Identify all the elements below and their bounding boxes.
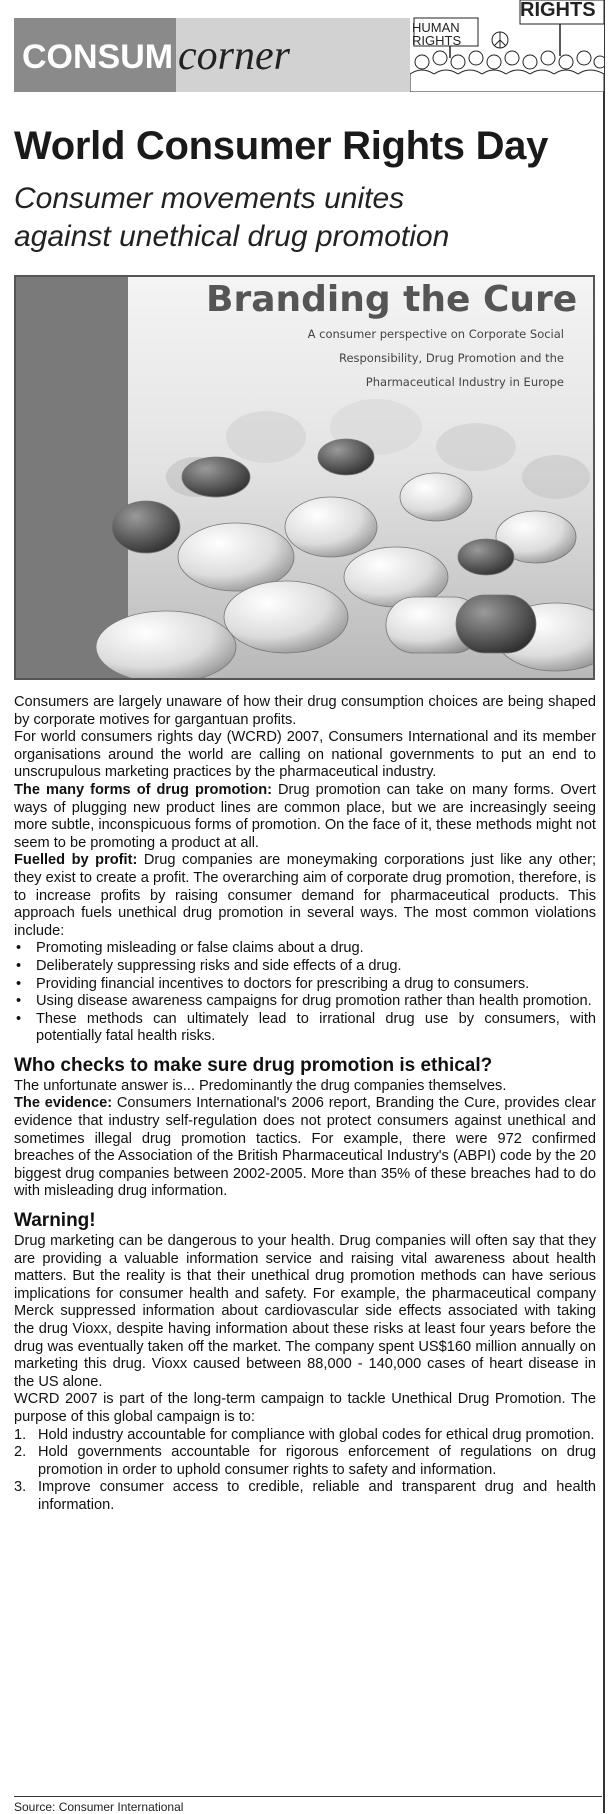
section-name-corner: corner [178, 33, 290, 79]
list-number: 1. [14, 1426, 27, 1443]
section-banner [14, 18, 604, 92]
list-text: Hold industry accountable for compliance with global codes for ethical drug promotion. [38, 1426, 595, 1443]
paragraph-evidence-label: The evidence: [14, 1095, 113, 1112]
sign-rights: RIGHTS [520, 0, 596, 21]
paragraph-forms [14, 782, 596, 852]
paragraph-campaign: WCRD 2007 is part of the long-term campaign to tackle Unethical Drug Promotion. The purpose of this global campaign is to: [14, 1391, 596, 1425]
violations-list [14, 940, 596, 1046]
sign-human-rights-line2: RIGHTS [412, 33, 462, 48]
paragraph-profit-text: Drug companies are moneymaking corporations just like any other; they exist to create a profit. The overarching aim of corporate drug promotion, therefore, is to increase profits by raising consumer demand for pharmaceutical products. This approach fuels unethical drug promotion in several ways. The most common violations include: [14, 852, 596, 939]
report-cover-subtitle-line2: Responsibility, Drug Promotion and the [338, 351, 564, 365]
paragraph-intro: Consumers are largely unaware of how their drug consumption choices are being shaped by corporate motives for gargantuan profits. [14, 694, 596, 728]
article-body [14, 694, 596, 1515]
paragraph-answer: The unfortunate answer is... Predominantly the drug companies themselves. [14, 1077, 507, 1094]
article-subtitle [14, 180, 594, 256]
article-subtitle-line1: Consumer movements unites [14, 182, 405, 215]
paragraph-warning: Drug marketing can be dangerous to your health. Drug companies will often say that they are providing a valuable information service and raising vital awareness about health matters. But the reality is that their unethical drug promotion methods can have serious implications for consumer health and safety. For example, the pharmaceutical company Merck suppressed information about cardiovascular side effects associated with taking the drug Vioxx, despite having information about these risks at least four years before the drug was eventually taken off the market. The company spent US$160 million annually on marketing this drug. Vioxx caused between 88,000 - 140,000 cases of heart disease in the US alone. [14, 1233, 596, 1390]
sign-human-rights-line1: HUMAN [412, 20, 460, 35]
section-name-consum: CONSUM [22, 38, 174, 76]
heading-who-checks: Who checks to make sure drug promotion is ethical? [14, 1054, 493, 1076]
list-item [14, 1479, 596, 1514]
paragraph-forms-label: The many forms of drug promotion: [14, 781, 272, 798]
list-item: • These methods can ultimately lead to irrational drug use by consumers, with potentially fatal health risks. [14, 1011, 596, 1046]
report-cover-subtitle-line3: Pharmaceutical Industry in Europe [365, 375, 564, 389]
report-cover-subtitle-line1: A consumer perspective on Corporate Social [307, 327, 564, 341]
list-item: • Providing financial incentives to doctors for prescribing a drug to consumers. [14, 976, 596, 994]
list-item [14, 1427, 596, 1445]
paragraph-evidence-text: Consumers International's 2006 report, Branding the Cure, provides clear evidence that industry self-regulation does not protect consumers against unethical and sometimes illegal drug promotion tactics. For example, there were 972 confirmed breaches of the Association of the British Pharmaceutical Industry's (ABPI) code by the 20 biggest drug companies between 2002-2005. More than 35% of these breaches had to do with misleading drug information. [14, 1095, 596, 1200]
right-border-rule [603, 0, 605, 1813]
paragraph-wcrd: For world consumers rights day (WCRD) 2007, Consumers International and its member organisations around the world are calling on national governments to put an end to unscrupulous marketing practices by the pharmaceutical industry. [14, 729, 596, 781]
paragraph-profit [14, 852, 596, 940]
list-item [14, 1444, 596, 1479]
article-subtitle-line2: against unethical drug promotion [14, 220, 450, 253]
paragraph-evidence [14, 1095, 596, 1201]
heading-warning: Warning! [14, 1210, 96, 1232]
paragraph-profit-label: Fuelled by profit: [14, 852, 138, 869]
report-cover-title: Branding the Cure [206, 279, 578, 320]
footer-rule [14, 1796, 602, 1797]
list-text: Hold governments accountable for rigorous enforcement of regulations on drug promotion in order to uphold consumer rights to safety and information. [38, 1444, 596, 1478]
list-item: • Promoting misleading or false claims about a drug. [14, 940, 596, 958]
list-number: 2. [14, 1444, 27, 1461]
source-credit: Source: Consumer International [14, 1800, 184, 1814]
list-item: • Using disease awareness campaigns for drug promotion rather than health promotion. [14, 993, 596, 1011]
paragraph-forms-text: Drug promotion can take on many forms. Overt ways of plugging new product lines are common place, but we are increasingly seeing more subtle, inconspicuous forms of promotion. On the face of it, these methods might not seem to be promoting a product at all. [14, 781, 596, 851]
report-cover-photo [14, 275, 595, 680]
article-title: World Consumer Rights Day [14, 124, 549, 168]
list-number: 3. [14, 1479, 27, 1496]
campaign-goals-list [14, 1427, 596, 1515]
list-item: • Deliberately suppressing risks and side effects of a drug. [14, 958, 596, 976]
list-text: Improve consumer access to credible, reliable and transparent drug and health information. [38, 1479, 596, 1513]
